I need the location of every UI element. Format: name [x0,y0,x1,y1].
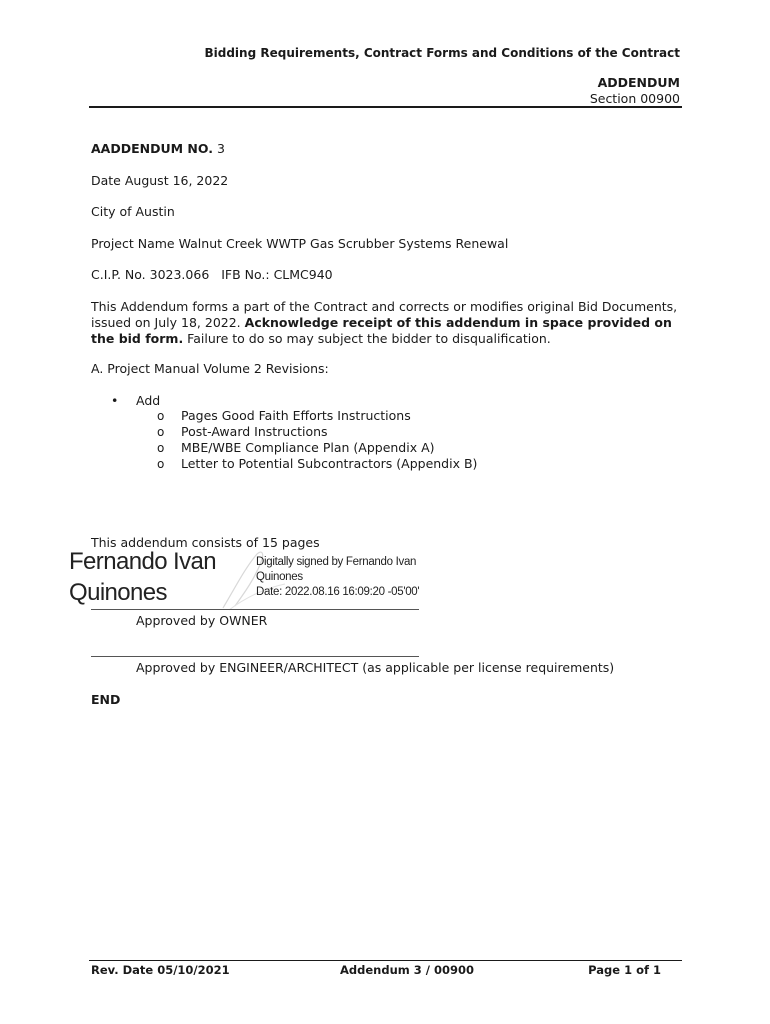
signature-date-line: Date: 2022.08.16 16:09:20 -05'00' [256,586,420,598]
paragraph-warning-text: Failure to do so may subject the bidder to disqualification. [183,331,551,346]
sub-list-item: MBE/WBE Compliance Plan (Appendix A) [181,440,435,455]
sub-bullet-icon: o [157,409,165,423]
signature-info-line1: Digitally signed by Fernando Ivan [256,556,417,568]
bullet-icon: • [111,393,119,408]
cip-number: C.I.P. No. 3023.066 [91,267,210,282]
signature-info-line2: Quinones [256,571,303,583]
paragraph-intro-text: This Addendum forms a part of the Contract and corrects or modifies original Bid Documents, issued on July 18, 2022. [91,299,678,330]
sub-list-item: Pages Good Faith Efforts Instructions [181,408,411,423]
end-label: END [91,692,121,707]
sub-list-item: Post-Award Instructions [181,424,328,439]
document-header-title: Bidding Requirements, Contract Forms and Conditions of the Contract [204,46,680,60]
ifb-number: IFB No.: CLMC940 [221,267,333,282]
footer-rev-date: Rev. Date 05/10/2021 [91,963,230,977]
addendum-description-paragraph [91,299,683,347]
owner-signature-line [91,609,419,610]
sub-bullet-icon: o [157,425,165,439]
signature-name-line1: Fernando Ivan [69,548,216,575]
approved-by-engineer-label: Approved by ENGINEER/ARCHITECT (as applicable per license requirements) [136,660,615,675]
revisions-heading: A. Project Manual Volume 2 Revisions: [91,361,329,376]
project-name-line: Project Name Walnut Creek WWTP Gas Scrubber Systems Renewal [91,236,509,251]
footer-addendum-reference: Addendum 3 / 00900 [340,963,474,977]
cip-ifb-line [91,267,333,283]
footer-divider [89,960,682,961]
header-section-number: Section 00900 [589,91,680,106]
addendum-number-label: AADDENDUM NO. [91,141,213,156]
addendum-number-value: 3 [216,141,225,156]
addendum-number-line [91,141,225,157]
signature-name-line2: Quinones [69,579,167,606]
city-line: City of Austin [91,204,175,219]
sub-bullet-icon: o [157,441,165,455]
paragraph-acknowledge-text: Acknowledge receipt of this addendum in space provided on the bid form. [91,315,672,346]
bullet-add-label: Add [136,393,161,408]
sub-bullet-icon: o [157,457,165,471]
engineer-signature-line [91,656,419,657]
date-line: Date August 16, 2022 [91,173,229,188]
header-addendum-label: ADDENDUM [597,75,680,90]
footer-page-number: Page 1 of 1 [588,963,661,977]
page-count-note: This addendum consists of 15 pages [91,535,320,550]
approved-by-owner-label: Approved by OWNER [136,613,268,628]
sub-list-item: Letter to Potential Subcontractors (Appendix B) [181,456,478,471]
header-divider [89,106,682,108]
